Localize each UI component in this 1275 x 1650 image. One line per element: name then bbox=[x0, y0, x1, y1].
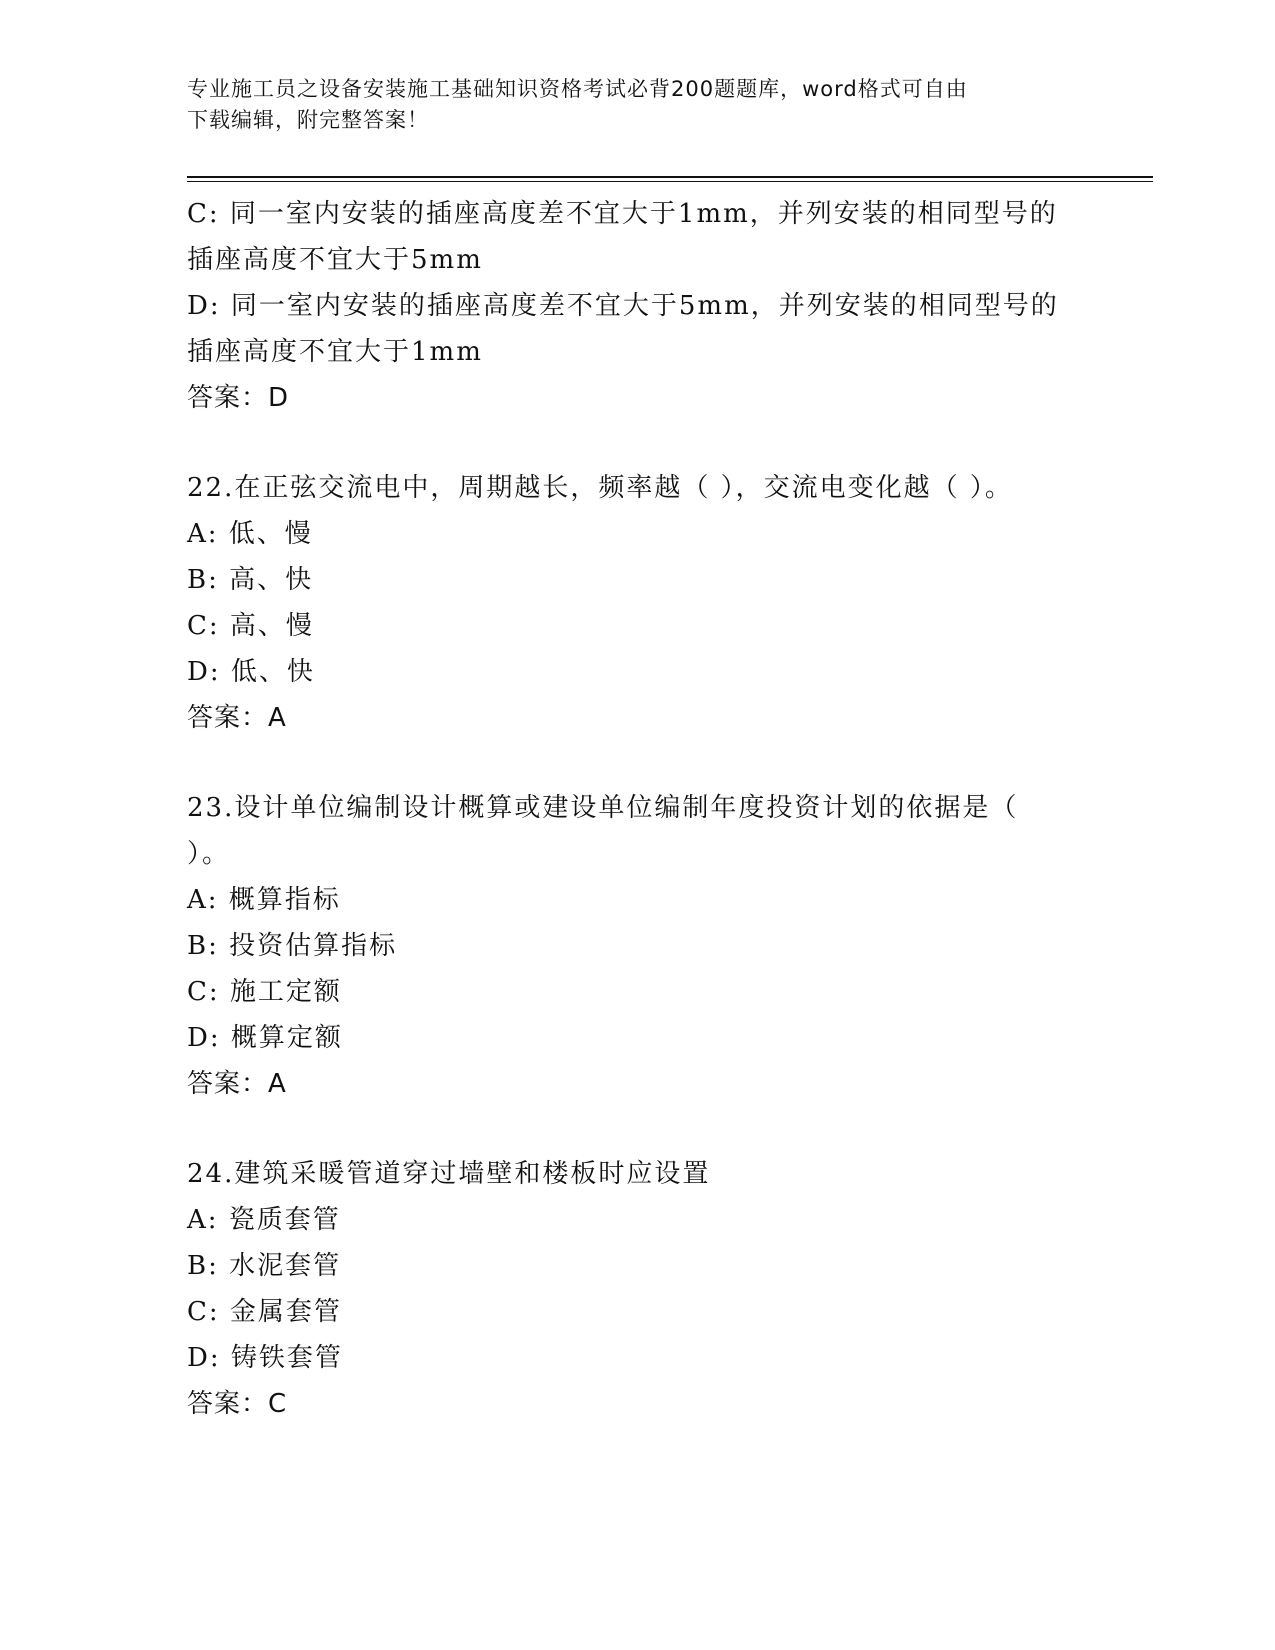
question-24 bbox=[187, 1151, 1067, 1427]
answer-23: 答案：A bbox=[187, 1069, 287, 1099]
question-23-option-d: D: 概算定额 bbox=[187, 1023, 343, 1053]
question-22-option-c: C: 高、慢 bbox=[187, 611, 314, 641]
question-22-option-d: D: 低、快 bbox=[187, 657, 315, 687]
spacer bbox=[187, 421, 1067, 465]
page-header bbox=[187, 74, 1067, 136]
question-22 bbox=[187, 465, 1067, 741]
question-24-option-d: D: 铸铁套管 bbox=[187, 1343, 343, 1373]
header-divider bbox=[187, 176, 1153, 182]
option-c-line-1: C: 同一室内安装的插座高度差不宜大于1mm，并列安装的相同型号的 bbox=[187, 199, 1058, 229]
question-23-stem-line-2: ）。 bbox=[187, 839, 231, 869]
spacer bbox=[187, 1107, 1067, 1151]
question-22-stem: 22.在正弦交流电中，周期越长，频率越（ ），交流电变化越（ ）。 bbox=[187, 473, 1013, 503]
question-23 bbox=[187, 785, 1067, 1107]
question-22-option-b: B: 高、快 bbox=[187, 565, 314, 595]
question-21-continued bbox=[187, 191, 1067, 421]
answer-21: 答案：D bbox=[187, 383, 290, 413]
option-d-line-1: D: 同一室内安装的插座高度差不宜大于5mm，并列安装的相同型号的 bbox=[187, 291, 1059, 321]
option-d-line-2: 插座高度不宜大于1mm bbox=[187, 337, 483, 367]
header-title-line-1: 专业施工员之设备安装施工基础知识资格考试必背200题题库，word格式可自由 bbox=[187, 77, 968, 101]
question-23-option-a: A: 概算指标 bbox=[187, 885, 341, 915]
question-24-option-b: B: 水泥套管 bbox=[187, 1251, 342, 1281]
header-title-line-2: 下载编辑，附完整答案！ bbox=[187, 108, 429, 132]
question-24-stem: 24.建筑采暖管道穿过墙壁和楼板时应设置 bbox=[187, 1159, 711, 1189]
question-23-option-b: B: 投资估算指标 bbox=[187, 931, 398, 961]
question-23-stem-line-1: 23.设计单位编制设计概算或建设单位编制年度投资计划的依据是（ bbox=[187, 793, 1019, 823]
question-list bbox=[187, 191, 1067, 1427]
question-22-option-a: A: 低、慢 bbox=[187, 519, 313, 549]
question-24-option-c: C: 金属套管 bbox=[187, 1297, 342, 1327]
question-23-option-c: C: 施工定额 bbox=[187, 977, 342, 1007]
answer-22: 答案：A bbox=[187, 703, 287, 733]
question-24-option-a: A: 瓷质套管 bbox=[187, 1205, 341, 1235]
spacer bbox=[187, 741, 1067, 785]
option-c-line-2: 插座高度不宜大于5mm bbox=[187, 245, 483, 275]
answer-24: 答案：C bbox=[187, 1389, 288, 1419]
